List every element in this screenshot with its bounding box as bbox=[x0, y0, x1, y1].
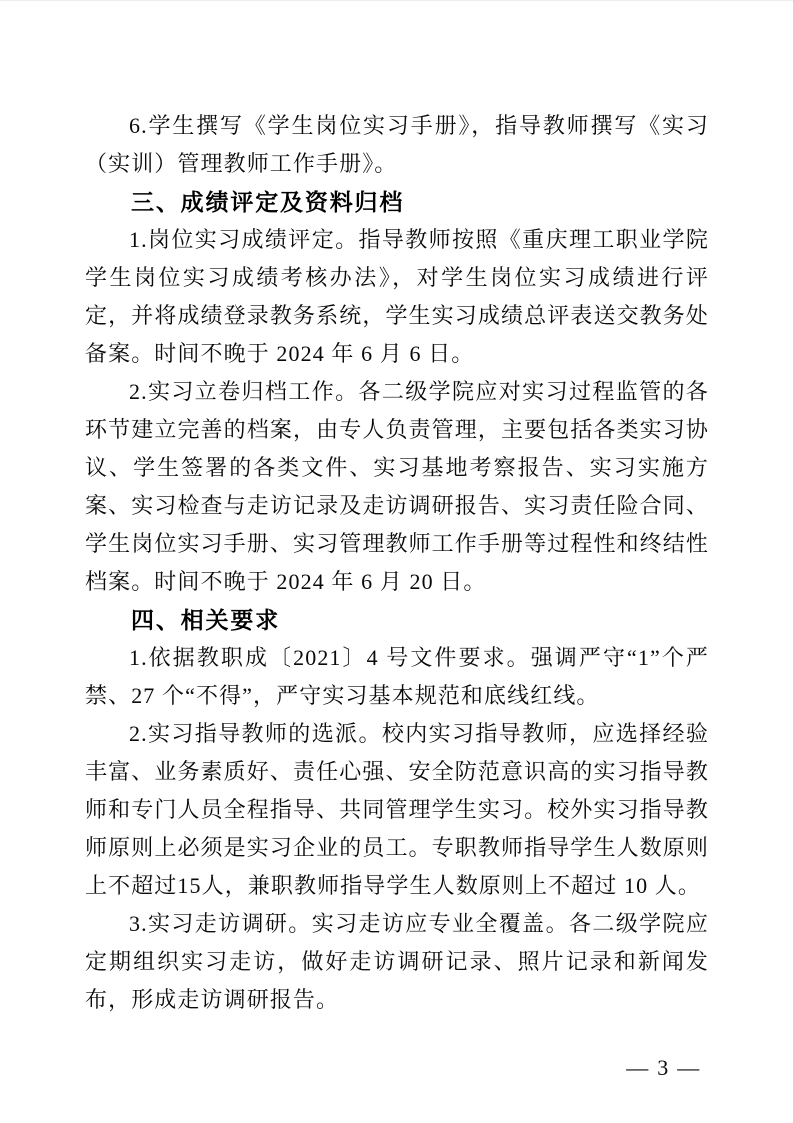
paragraph-archiving: 2.实习立卷归档工作。各二级学院应对实习过程监管的各环节建立完善的档案，由专人负责管理，主要包括各类实习协议、学生签署的各类文件、实习基地考察报告、实习实施方案、实习检查与走访记录及走访调研报告、实习责任险合同、学生岗位实习手册、实习管理教师工作手册等过程性和终结性档案。时间不晚于 2024 年 6 月 20 日。 bbox=[85, 379, 709, 594]
section-heading-three: 三、成绩评定及资料归档 bbox=[131, 189, 405, 215]
page-number: — 3 — bbox=[626, 1055, 701, 1080]
document-body bbox=[85, 107, 709, 1019]
paragraph-policy-basis: 1.依据教职成〔2021〕4 号文件要求。强调严守“1”个严禁、27 个“不得”，严守实习基本规范和底线红线。 bbox=[85, 645, 709, 708]
paragraph-student-handbook: 6.学生撰写《学生岗位实习手册》，指导教师撰写《实习（实训）管理教师工作手册》。 bbox=[85, 113, 709, 176]
paragraph-site-visits: 3.实习走访调研。实习走访应专业全覆盖。各二级学院应定期组织实习走访，做好走访调研记录、照片记录和新闻发布，形成走访调研报告。 bbox=[85, 911, 709, 1012]
paragraph-teacher-selection: 2.实习指导教师的选派。校内实习指导教师，应选择经验丰富、业务素质好、责任心强、安全防范意识高的实习指导教师和专门人员全程指导、共同管理学生实习。校外实习指导教师原则上必须是实习企业的员工。专职教师指导学生人数原则上不超过15人，兼职教师指导学生人数原则上不超过 10 人。 bbox=[85, 721, 709, 898]
paragraph-grade-evaluation: 1.岗位实习成绩评定。指导教师按照《重庆理工职业学院学生岗位实习成绩考核办法》，对学生岗位实习成绩进行评定，并将成绩登录教务系统，学生实习成绩总评表送交教务处备案。时间不晚于 2024 年 6 月 6 日。 bbox=[85, 227, 709, 366]
section-heading-four: 四、相关要求 bbox=[131, 607, 281, 633]
